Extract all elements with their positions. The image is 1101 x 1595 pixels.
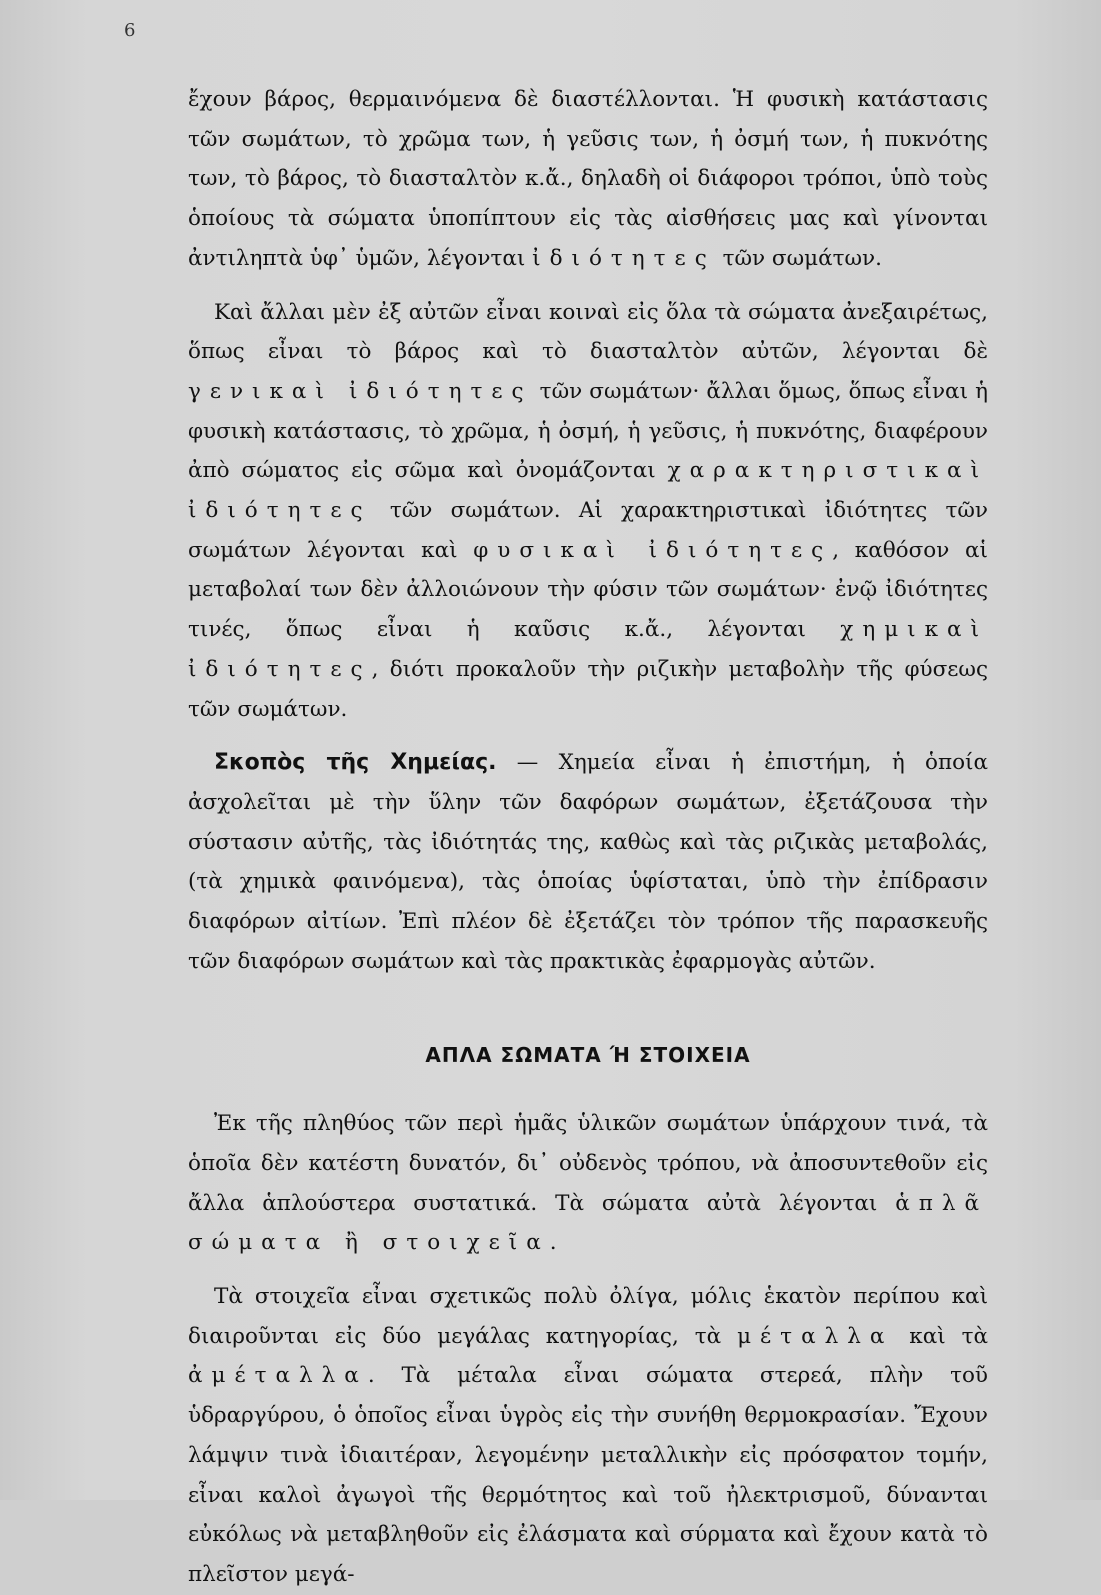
spaced-term: ἀμέταλλα — [188, 1363, 368, 1389]
spaced-term: χαρακτηριστικαὶ ἰδιότητες — [188, 458, 988, 524]
paragraph-properties — [188, 80, 988, 279]
body-text — [188, 80, 988, 1595]
text-run: Τὰ στοιχεῖα εἶναι σχετικῶς πολὺ ὀλίγα, μόλις ἑκατὸν περίπου καὶ διαιροῦνται εἰς δύο μεγάλας κατηγορίας, τὰ — [188, 1283, 988, 1349]
page-number: 6 — [124, 20, 136, 41]
text-run: , καθόσον αἱ μεταβολαί των δὲν ἀλλοιώνουν τὴν φύσιν τῶν σωμάτων· ἐνῷ ἰδιότητες τινές, ὅπως εἶναι ἡ καῦσις κ.ἄ., λέγονται — [188, 537, 988, 643]
paragraph-metals — [188, 1277, 988, 1595]
text-run: τῶν σωμάτων. — [715, 245, 882, 271]
text-run: τῶν σωμάτων· ἄλλαι ὅμως, ὅπως εἶναι ἡ φυσικὴ κατάστασις, τὸ χρῶμα, ἡ ὀσμή, ἡ γεῦσις, ἡ πυκνότης, διαφέρουν ἀπὸ σώματος εἰς σῶμα καὶ ὀνομάζονται — [188, 378, 988, 484]
text-run: τῶν σωμάτων. Αἱ χαρακτηριστικαὶ ἰδιότητες τῶν σωμάτων λέγονται καὶ — [188, 498, 988, 563]
run-in-heading: Σκοπὸς τῆς Χημείας. — [214, 750, 497, 776]
spaced-term: μέταλλα — [737, 1323, 894, 1349]
spaced-term: ἰδιότητες — [532, 245, 716, 271]
paragraph-elements — [188, 1104, 988, 1263]
text-run: Ἐκ τῆς πληθύος τῶν περὶ ἡμᾶς ὑλικῶν σωμάτων ὑπάρχουν τινά, τὰ ὁποῖα δὲν κατέστη δυνατόν, δι᾽ οὐδενὸς τρόπου, νὰ ἀποσυντεθοῦν εἰς ἄλλα ἁπλούστερα συστατικά. Τὰ σώματα αὐτὰ λέγονται — [188, 1111, 988, 1216]
paragraph-property-types — [188, 293, 988, 730]
text-run: καὶ τὰ — [893, 1323, 988, 1349]
text-run: . — [549, 1230, 557, 1256]
spaced-term: ἁπλᾶ σώματα ἢ στοιχεῖα — [188, 1190, 988, 1256]
section-heading: ΑΠΛΑ ΣΩΜΑΤΑ Ή ΣΤΟΙΧΕΙΑ — [425, 1043, 751, 1068]
text-run: ἔχουν βάρος, θερμαινόμενα δὲ διαστέλλονται. Ἡ φυσικὴ κατάστασις τῶν σωμάτων, τὸ χρῶμα των, ἡ γεῦσις των, ἡ ὀσμή των, ἡ πυκνότης των, τὸ βάρος, τὸ διασταλτὸν κ.ἄ., δηλαδὴ οἱ διάφοροι τρόποι, ὑπὸ τοὺς ὁποίους τὰ σώματα ὑποπίπτουν εἰς τὰς αἰσθήσεις μας καὶ γίνονται ἀντιληπτὰ ὑφ᾽ ὑμῶν, λέγονται — [188, 87, 988, 271]
text-run: Καὶ ἄλλαι μὲν ἐξ αὐτῶν εἶναι κοιναὶ εἰς ὅλα τὰ σώματα ἀνεξαιρέτως, ὅπως εἶναι τὸ βάρος καὶ τὸ διασταλτὸν αὐτῶν, λέγονται δὲ — [188, 299, 988, 365]
spaced-term: χημικαὶ ἰδιότητες — [188, 617, 988, 682]
text-run: . Τὰ μέταλα εἶναι σώματα στερεά, πλὴν τοῦ ὑδραργύρου, ὁ ὁποῖος εἶναι ὑγρὸς εἰς τὴν συνήθη θερμοκρασίαν. Ἔχουν λάμψιν τινὰ ἰδιαιτέραν, λεγομένην μεταλλικὴν εἰς πρόσφατον τομήν, εἶναι καλοὶ ἀγωγοὶ τῆς θερμότητος καὶ τοῦ ἠλεκτρισμοῦ, δύνανται εὐκόλως νὰ μεταβληθοῦν εἰς ἐλάσματα καὶ σύρματα καὶ ἔχουν κατὰ τὸ πλεῖστον μεγά- — [188, 1363, 988, 1587]
spaced-term: γενικαὶ ἰδιότητες — [188, 378, 533, 404]
paragraph-chemistry-purpose — [188, 743, 988, 981]
text-run: , διότι προκαλοῦν τὴν ριζικὴν μεταβολὴν τῆς φύσεως τῶν σωμάτων. — [188, 656, 988, 722]
spaced-term: φυσικαὶ ἰδιότητες — [473, 537, 833, 563]
text-run: — Χημεία εἶναι ἡ ἐπιστήμη, ἡ ὁποία ἀσχολεῖται μὲ τὴν ὕλην τῶν δαφόρων σωμάτων, ἐξετάζουσα τὴν σύστασιν αὐτῆς, τὰς ἰδιότητάς της, καθὼς καὶ τὰς ριζικὰς μεταβολάς, (τὰ χημικὰ φαινόμενα), τὰς ὁποίας ὑφίσταται, ὑπὸ τὴν ἐπίδρασιν διαφόρων αἰτίων. Ἐπὶ πλέον δὲ ἐξετάζει τὸν τρόπον τῆς παρασκευῆς τῶν διαφόρων σωμάτων καὶ τὰς πρακτικὰς ἐφαρμογὰς αὐτῶν. — [188, 750, 988, 974]
